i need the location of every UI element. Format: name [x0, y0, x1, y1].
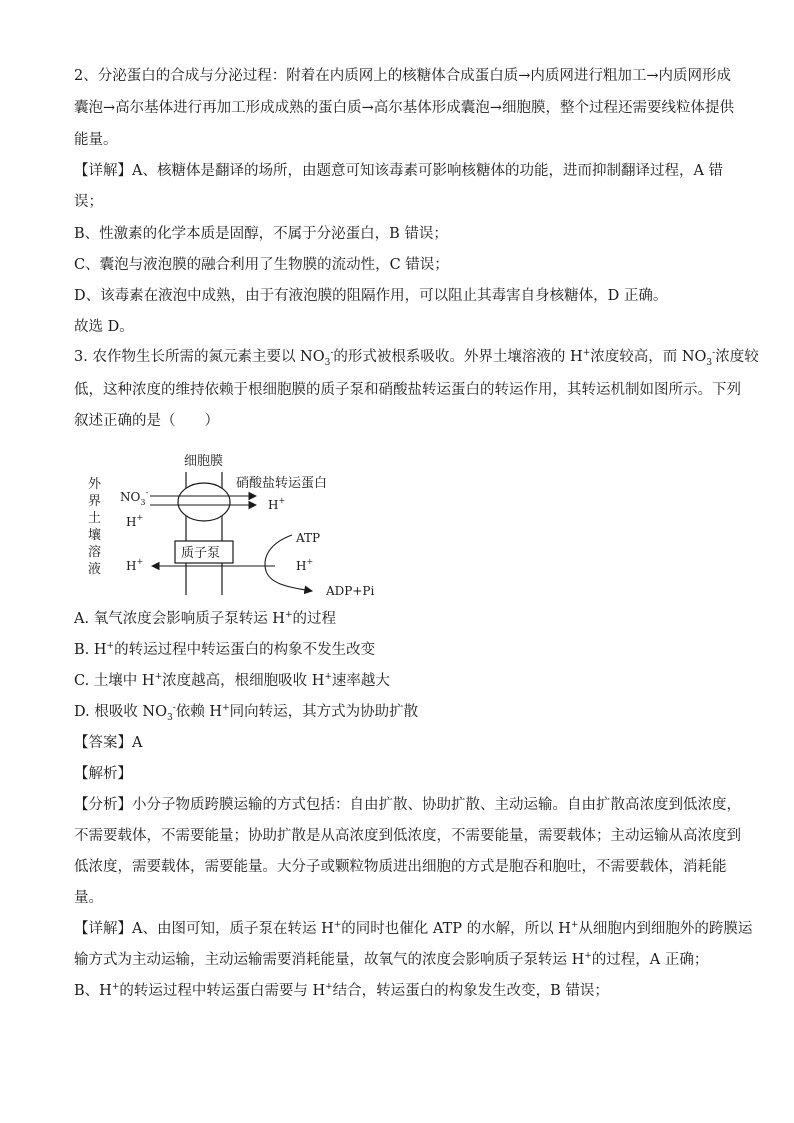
analysis-subtag: 【分析】: [74, 797, 132, 813]
outside-label: 土: [88, 511, 102, 526]
detail-line: [74, 161, 723, 181]
text-line: 囊泡→高尔基体进行再加工形成成熟的蛋白质→高尔基体形成囊泡→细胞膜，整个过程还需要线粒体提供: [74, 100, 734, 116]
h-ion-outside: H+: [126, 513, 144, 529]
detail-tag: 【详解】: [74, 163, 132, 179]
text-line: D、该毒素在液泡中成熟，由于有液泡膜的阻隔作用，可以阻止其毒害自身核糖体，D 正确。: [74, 288, 668, 304]
h-ion-inside: H+: [268, 496, 286, 512]
text-line: 输方式为主动运输，主动运输需要消耗能量，故氧气的浓度会影响质子泵转运 H+的过程，A 正确；: [74, 951, 709, 968]
answer-value: A: [132, 735, 143, 751]
nitrate-transporter: [178, 483, 230, 521]
adp-label: ADP+Pi: [326, 584, 375, 598]
text-line: 能量。: [74, 132, 118, 148]
option-b: B. H+的转运过程中转运蛋白的构象不发生改变: [74, 641, 376, 658]
proton-pump-label: 质子泵: [181, 546, 221, 561]
analysis-tag: 【解析】: [74, 766, 132, 782]
q-sup: -: [712, 348, 716, 359]
answer: [74, 733, 142, 753]
nitrate-label: $NO_3^-$: [120, 488, 149, 507]
q-sub: 3: [706, 357, 713, 368]
q-text: 浓度较高，而 NO: [590, 349, 707, 365]
q-text: 农作物生长所需的氮元素主要以 NO: [92, 349, 325, 365]
q-text: 的形式被根系吸收。外界土壤溶液的 H: [333, 349, 583, 365]
membrane-label: 细胞膜: [184, 454, 224, 469]
q-text: 浓度较: [715, 349, 759, 365]
q-sup: +: [582, 348, 591, 359]
option-a: A. 氧气浓度会影响质子泵转运 H+的过程: [74, 610, 336, 627]
option-c: C. 土壤中 H+浓度越高，根细胞吸收 H+速率越大: [74, 672, 390, 689]
answer-tag: 【答案】: [74, 735, 132, 751]
h-ion-cytoplasm: H+: [296, 557, 314, 573]
transporter-label: 硝酸盐转运蛋白: [236, 476, 328, 491]
detail-line: 【详解】A、由图可知，质子泵在转运 H+的同时也催化 ATP 的水解，所以 H+从细胞内到细胞外的跨膜运: [74, 920, 753, 937]
text-line: 低浓度，需要载体，需要能量。大分子或颗粒物质进出细胞的方式是胞吞和胞吐，不需要载体，消耗能: [74, 859, 727, 875]
atp-label: ATP: [296, 531, 321, 545]
question-line: [74, 347, 759, 367]
text-line: B、性激素的化学本质是固醇，不属于分泌蛋白，B 错误；: [74, 226, 448, 242]
option-d: D. 根吸收 $NO_3^-$依赖 H+同向转运，其方式为协助扩散: [74, 703, 419, 723]
outside-label: 液: [88, 562, 102, 577]
text-line: C、囊泡与液泡膜的融合利用了生物膜的流动性，C 错误；: [74, 257, 449, 273]
q-sub: 3: [324, 357, 331, 368]
outside-label: 溶: [88, 545, 102, 560]
detail-tag: 【详解】: [74, 921, 132, 937]
transport-diagram: [80, 445, 400, 605]
text-line: 不需要载体，不需要能量；协助扩散是从高浓度到低浓度，不需要能量，需要载体；主动运输从高浓度到: [74, 828, 741, 844]
analysis-line: 【分析】小分子物质跨膜运输的方式包括：自由扩散、协助扩散、主动运输。自由扩散高浓度到低浓度，: [74, 797, 741, 813]
text-line: B、H+的转运过程中转运蛋白需要与 H+结合，转运蛋白的构象发生改变，B 错误；: [74, 982, 609, 999]
outside-label: 壤: [88, 528, 102, 543]
outside-label: 界: [88, 494, 102, 509]
q-sup: -: [330, 348, 334, 359]
text-line: 量。: [74, 890, 103, 906]
h-ion-pumped-out: H+: [126, 557, 144, 573]
detail-text: A、核糖体是翻译的场所，由题意可知该毒素可影响核糖体的功能，进而抑制翻译过程，A 错: [132, 163, 724, 179]
text-line: 误；: [74, 194, 103, 210]
question-number: 3.: [74, 349, 88, 365]
text-line: 2、分泌蛋白的合成与分泌过程：附着在内质网上的核糖体合成蛋白质→内质网进行粗加工→内质网形成: [74, 68, 732, 84]
text-line: 故选 D。: [74, 319, 134, 335]
text-line: 低，这种浓度的维持依赖于根细胞膜的质子泵和硝酸盐转运蛋白的转运作用，其转运机制如图所示。下列: [74, 382, 741, 398]
text-line: 叙述正确的是（ ）: [74, 413, 219, 429]
outside-label: 外: [88, 477, 102, 492]
